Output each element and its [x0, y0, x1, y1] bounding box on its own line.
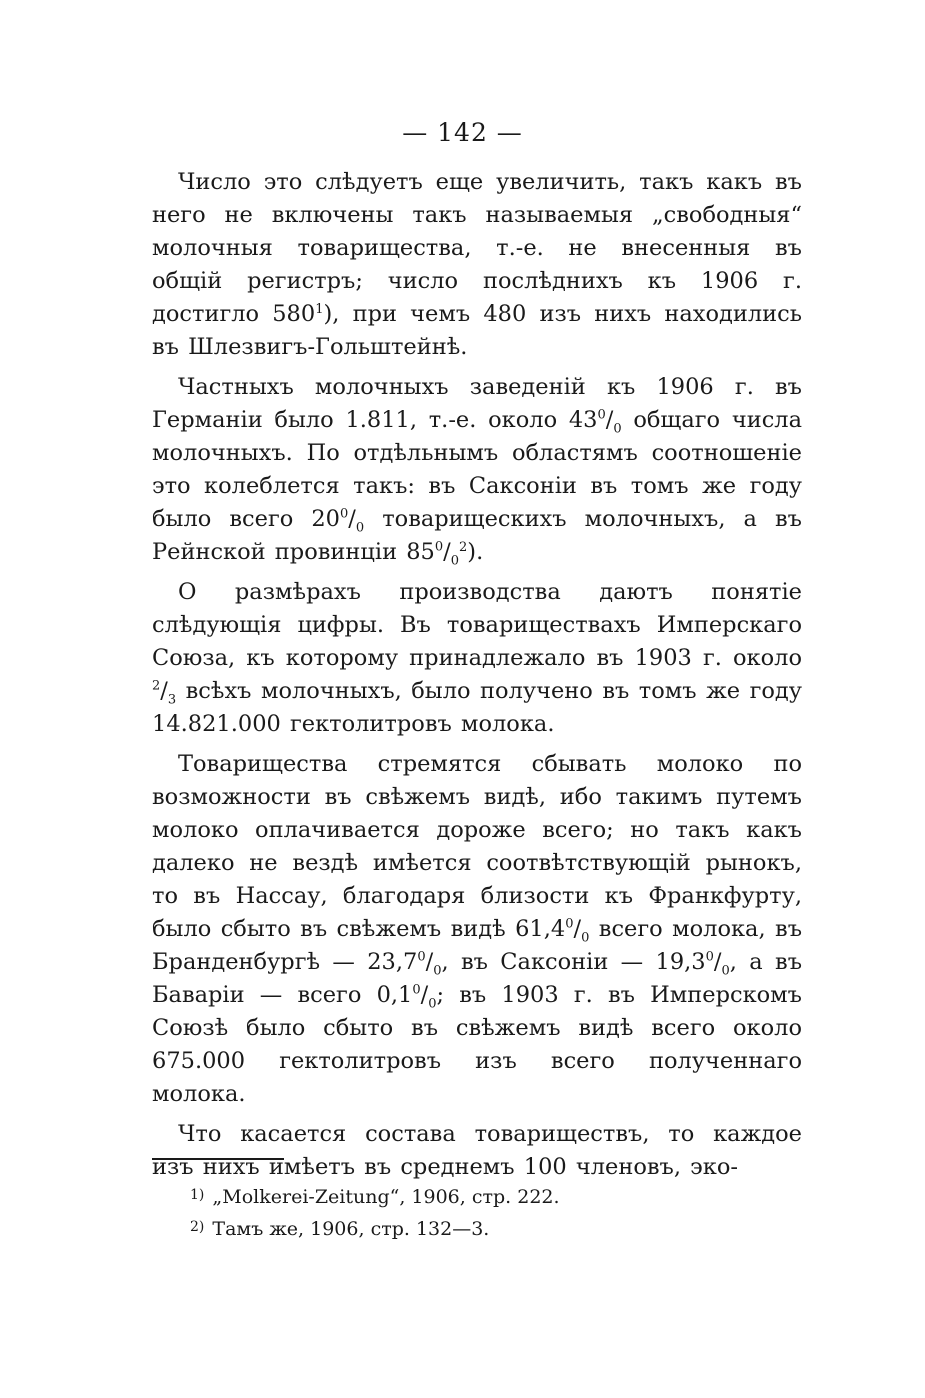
paragraph-text: Частныхъ молочныхъ заведеній къ 1906 г. въ Германіи было 1.811, т.-е. около 43 [152, 374, 802, 433]
percent-sign: $^0/_0$ [417, 949, 442, 979]
paragraph-text: ). [467, 539, 484, 565]
paragraph-text: всего молока, въ Бранденбургѣ — 23,7 [152, 916, 803, 975]
percent-sign: $^0/_0$ [434, 539, 460, 569]
paragraph-text: Что касается состава товариществъ, то каждое изъ нихъ имѣетъ въ среднемъ 100 членовъ, эко- [152, 1121, 802, 1180]
paragraph-text: всѣхъ молочныхъ, было получено въ томъ же году 14.821.000 гектолитровъ молока. [152, 678, 802, 737]
percent-sign: $^0/_0$ [705, 949, 730, 979]
paragraph-text: ), при чемъ 480 изъ нихъ находились въ Шлезвигъ-Гольштейнѣ. [152, 301, 802, 360]
paragraph-4 [152, 748, 802, 1111]
percent-sign: $^0/_0$ [597, 407, 622, 437]
paragraph-text: , въ Саксоніи — 19,3 [441, 949, 706, 975]
paragraph-3 [152, 576, 802, 741]
paragraph-text: О размѣрахъ производства даютъ понятіе слѣдующія цифры. Въ товариществахъ Имперскаго Союза, къ которому принадлежало въ 1903 г. около [152, 579, 802, 671]
body-text [152, 166, 802, 1191]
fraction: $^2/_3$ [152, 678, 177, 708]
paragraph-text: Товарищества стремятся сбывать молоко по возможности въ свѣжемъ видѣ, ибо такимъ путемъ молоко оплачивается дороже всего; но такъ какъ далеко не вездѣ имѣется соотвѣтствующій рынокъ, то въ Нассау, благодаря близости къ Франкфурту, было сбыто въ свѣжемъ видѣ 61,4 [152, 751, 802, 942]
footnote-2 [190, 1212, 790, 1244]
paragraph-2 [152, 371, 802, 569]
percent-sign: $^0/_0$ [565, 916, 590, 946]
paragraph-text: ; въ 1903 г. въ Имперскомъ Союзѣ было сбыто въ свѣжемъ видѣ всего около 675.000 гектолитровъ изъ всего полученнаго молока. [152, 982, 802, 1107]
footnote-text: Тамъ же, 1906, стр. 132—3. [212, 1218, 490, 1240]
percent-sign: $^0/_0$ [412, 982, 437, 1012]
footnote-text: „Molkerei-Zeitung“, 1906, стр. 222. [212, 1186, 560, 1208]
footnote-divider [152, 1158, 284, 1160]
paragraph-1 [152, 166, 802, 364]
paragraph-text: общаго числа молочныхъ. По отдѣльнымъ областямъ соотношеніе это колеблется такъ: въ Саксоніи въ томъ же году было всего 20 [152, 407, 802, 532]
footnote-mark: 1) [190, 1187, 205, 1203]
paragraph-text: , а въ Баваріи — всего 0,1 [152, 949, 803, 1008]
footnotes [190, 1180, 790, 1244]
paragraph-text: Число это слѣдуетъ еще увеличить, такъ какъ въ него не включены такъ называемыя „свободныя“ молочныя товарищества, т.-е. не внесенныя въ общій регистръ; число послѣднихъ къ 1906 г. достигло 580 [152, 169, 802, 327]
footnote-reference: 1 [315, 302, 324, 317]
footnote-1 [190, 1180, 790, 1212]
page-number: — 142 — [402, 118, 523, 147]
paragraph-text: товарищескихъ молочныхъ, а въ Рейнской провинціи 85 [152, 506, 802, 565]
percent-sign: $^0/_0$ [339, 506, 365, 536]
paragraph-5 [152, 1118, 802, 1184]
footnote-mark: 2) [190, 1219, 205, 1235]
footnote-reference: 2 [459, 540, 468, 555]
